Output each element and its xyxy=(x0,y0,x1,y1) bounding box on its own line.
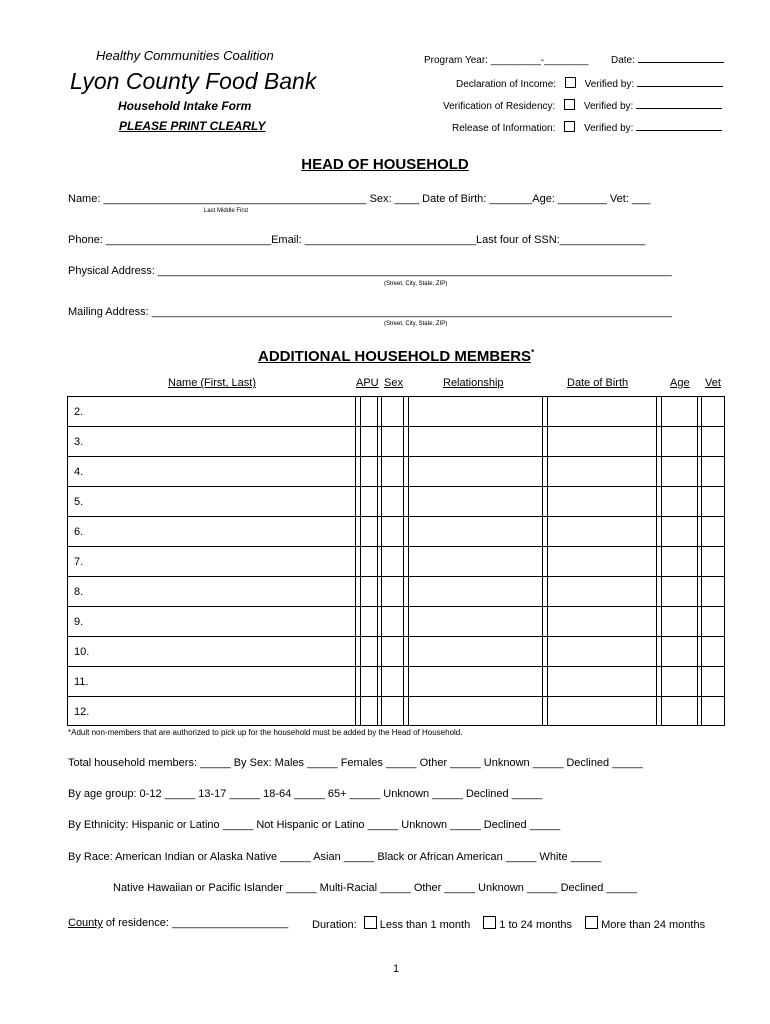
verification-residency-row xyxy=(443,99,722,112)
verified-by-label: Verified by: xyxy=(583,101,634,112)
verification-residency-checkbox[interactable] xyxy=(564,99,575,110)
table-column-rule xyxy=(661,396,662,726)
county-label: County xyxy=(68,917,103,929)
race-line-1[interactable]: By Race: American Indian or Alaska Native _____ Asian _____ Black or African American _____ White _____ xyxy=(68,851,602,863)
table-row-number: 5. xyxy=(74,496,84,508)
table-column-rule xyxy=(724,396,725,726)
table-rule xyxy=(67,636,725,637)
table-rule xyxy=(67,546,725,547)
verified-by-line[interactable] xyxy=(636,129,722,131)
physical-address-hint: (Street, City, State, ZIP) xyxy=(384,281,448,287)
table-row-number: 11. xyxy=(74,676,89,688)
table-column-rule xyxy=(355,396,356,726)
table-column-rule xyxy=(381,396,382,726)
page-title: Lyon County Food Bank xyxy=(70,68,317,94)
table-rule xyxy=(67,606,725,607)
declaration-income-label: Declaration of Income: xyxy=(456,79,557,90)
ethnicity-line[interactable]: By Ethnicity: Hispanic or Latino _____ Not Hispanic or Latino _____ Unknown _____ Declined _____ xyxy=(68,819,561,831)
county-residence-line: of residence: ___________________ xyxy=(102,917,289,929)
table-row-number: 12. xyxy=(74,706,90,718)
verified-by-line[interactable] xyxy=(636,107,722,109)
table-column-rule xyxy=(656,396,657,726)
duration-more-than-24-months-checkbox[interactable] xyxy=(585,916,598,929)
duration-1-to-24-months-checkbox[interactable] xyxy=(483,916,496,929)
column-header-name: Name (First, Last) xyxy=(168,377,257,389)
table-rule xyxy=(67,426,725,427)
mailing-address-line[interactable]: Mailing Address: _____________________________________________________________________________________ xyxy=(68,306,672,318)
table-column-rule xyxy=(701,396,702,726)
program-year-label: Program Year: _________-________ xyxy=(424,55,589,66)
duration-less-than-1-month-checkbox[interactable] xyxy=(364,916,377,929)
release-info-checkbox[interactable] xyxy=(564,121,575,132)
verified-by-label: Verified by: xyxy=(583,123,634,134)
page-number: 1 xyxy=(393,963,400,975)
table-rule xyxy=(67,486,725,487)
table-column-rule xyxy=(408,396,409,726)
form-name: Household Intake Form xyxy=(118,99,252,113)
table-column-rule xyxy=(360,396,361,726)
table-row-number: 8. xyxy=(74,586,84,598)
table-rule xyxy=(67,576,725,577)
footnote-marker: * xyxy=(531,348,535,357)
date-field[interactable] xyxy=(611,55,724,66)
column-header-date-of-birth: Date of Birth xyxy=(567,377,629,389)
county-residence-field[interactable] xyxy=(68,917,288,929)
table-row-number: 4. xyxy=(74,466,84,478)
name-sex-dob-line[interactable]: Name: ___________________________________________ Sex: ____ Date of Birth: _______Age: ________ Vet: ___ xyxy=(68,193,651,205)
table-row-number: 2. xyxy=(74,406,84,418)
table-column-rule xyxy=(547,396,548,726)
physical-address-line[interactable]: Physical Address: ____________________________________________________________________________________ xyxy=(68,265,672,277)
declaration-income-checkbox[interactable] xyxy=(565,77,576,88)
program-year-field[interactable] xyxy=(424,55,589,66)
table-row-number: 10. xyxy=(74,646,90,658)
table-column-rule xyxy=(403,396,404,726)
additional-members-title: ADDITIONAL HOUSEHOLD MEMBERS xyxy=(258,348,532,365)
table-rule xyxy=(67,725,725,726)
section-title-additional-members xyxy=(258,348,534,365)
duration-option-label: Less than 1 month xyxy=(379,919,471,931)
table-column-rule xyxy=(377,396,378,726)
organization-name: Healthy Communities Coalition xyxy=(96,48,274,63)
household-totals-line[interactable]: Total household members: _____ By Sex: Males _____ Females _____ Other _____ Unknown _____ Declined _____ xyxy=(68,757,643,769)
name-hint: Last Middle First xyxy=(204,208,249,214)
duration-option-label: More than 24 months xyxy=(601,919,706,931)
table-row-number: 9. xyxy=(74,616,84,628)
column-header-relationship: Relationship xyxy=(443,377,504,389)
declaration-income-row xyxy=(456,77,723,90)
print-instruction: PLEASE PRINT CLEARLY xyxy=(119,119,266,133)
column-header-vet: Vet xyxy=(705,377,721,389)
date-line xyxy=(638,61,724,63)
table-rule xyxy=(67,696,725,697)
table-column-rule xyxy=(67,396,68,726)
table-footnote: *Adult non-members that are authorized to pick up for the household must be added by the Head of Household. xyxy=(68,728,463,737)
column-header-sex: Sex xyxy=(384,377,403,389)
duration-label: Duration: xyxy=(312,919,357,931)
members-table xyxy=(67,396,725,726)
column-header-apu: APU xyxy=(356,377,379,389)
race-line-2[interactable]: Native Hawaiian or Pacific Islander _____ Multi-Racial _____ Other _____ Unknown _____ Declined _____ xyxy=(113,882,638,894)
verification-residency-label: Verification of Residency: xyxy=(443,101,556,112)
verified-by-label: Verified by: xyxy=(584,79,635,90)
release-info-label: Release of Information: xyxy=(452,123,556,134)
mailing-address-hint: (Street, City, State, ZIP) xyxy=(384,321,448,327)
table-column-rule xyxy=(542,396,543,726)
table-rule xyxy=(67,666,725,667)
column-header-age: Age xyxy=(670,377,690,389)
date-label: Date: xyxy=(611,55,635,66)
section-title-head-of-household: HEAD OF HOUSEHOLD xyxy=(301,156,469,173)
table-rule xyxy=(67,516,725,517)
release-info-row xyxy=(452,121,722,134)
table-rule xyxy=(67,396,725,397)
age-group-line[interactable]: By age group: 0-12 _____ 13-17 _____ 18-64 _____ 65+ _____ Unknown _____ Declined _____ xyxy=(68,788,543,800)
table-row-number: 6. xyxy=(74,526,84,538)
verified-by-line[interactable] xyxy=(637,85,723,87)
table-rule xyxy=(67,456,725,457)
table-row-number: 7. xyxy=(74,556,84,568)
duration-option-label: 1 to 24 months xyxy=(499,919,573,931)
table-row-number: 3. xyxy=(74,436,84,448)
phone-email-ssn-line[interactable]: Phone: ___________________________Email: ____________________________Last four of SSN:______________ xyxy=(68,234,646,246)
duration-field xyxy=(312,916,705,931)
table-column-rule xyxy=(697,396,698,726)
